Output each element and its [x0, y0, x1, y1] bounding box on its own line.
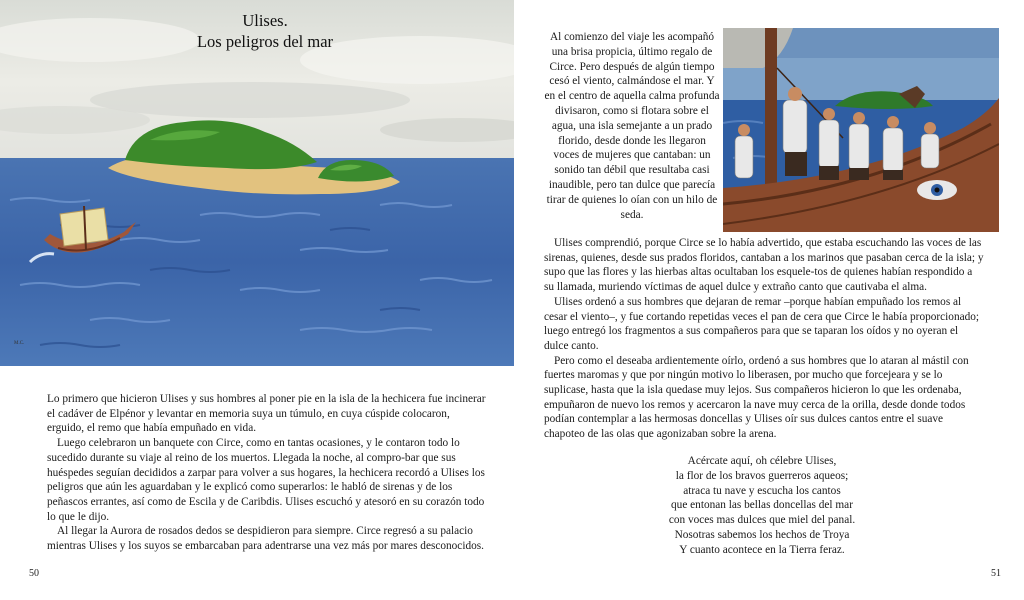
paragraph: Al llegar la Aurora de rosados dedos se despidieron para siempre. Circe regresó a su palacio mientras Ulises y los suyos se embarcaban para adentrarse una vez más por mares desconocidos. — [47, 525, 484, 553]
poem-line: la flor de los bravos guerreros aqueos; — [675, 469, 849, 482]
paragraph: Pero como el deseaba ardientemente oírlo, ordenó a sus hombres que lo ataran al mástil con fuertes maromas y que por ningún motivo lo liberasen, por mucho que forcejeara y se lo suplicase, hasta que la isla quedase muy lejos. Sus compañeros hicieron lo que les ordenaba, empuñaron de nuevo los remos y acercaron la nave muy cerca de la orilla, desde donde todos podían contemplar a las hermosas doncellas y Ulises oír sus dulces cantos entre el suave chapoteo de las olas que agonizaban sobre la arena. — [544, 354, 969, 441]
poem-line: Y cuanto acontece en la Tierra feraz. — [679, 543, 845, 556]
page-number: 50 — [29, 568, 39, 579]
page-title — [120, 10, 410, 52]
title-line-2: Los peligros del mar — [196, 32, 334, 51]
right-body-text — [544, 236, 984, 442]
paragraph: Ulises ordenó a sus hombres que dejaran de remar –porque habían empuñado los remos al cesar el viento–, y fue cortando repetidas veces el pan de cera que Circe le había proporcionado; luego entregó los fragmentos a sus compañeros para que se taparan los oídos y no oyeran el dulce canto. — [544, 295, 980, 352]
poem-line: que entonan las bellas doncellas del mar — [671, 499, 853, 512]
paragraph: Lo primero que hicieron Ulises y sus hombres al poner pie en la isla de la hechicera fue incinerar el cadáver de Elpénor y levantar en memoria suya un túmulo, en cuya cúspide colocaron, erguido, el remo que había empuñado en vida. — [47, 393, 486, 435]
poem-line: Nosotras sabemos los hechos de Troya — [674, 528, 850, 541]
paragraph: Ulises comprendió, porque Circe se lo había advertido, que estaba escuchando las voces de las sirenas, quienes, desde sus prados floridos, cantaban a los marinos que pasaban cerca de la isla; y supo que las flores y las hierbas altas ocultaban los esquele-tos de quienes habían respondido a su llamada, muriendo víctimas de aquel dulce y extraño canto que cautivaba el alma. — [544, 237, 984, 294]
poem-line: atraca tu nave y escucha los cantos — [683, 484, 841, 497]
poem-line: con voces mas dulces que miel del panal. — [668, 514, 856, 527]
artist-signature: M.C. — [14, 341, 25, 346]
left-body-text — [47, 392, 487, 554]
paragraph: Luego celebraron un banquete con Circe, como en tantas ocasiones, y le contaron todo lo sucedido durante su viaje al reino de los muertos. Llegada la noche, al compro-bar que sus huéspedes seguían decididos a zarpar para volver a sus hogares, la hechicera recordó a Ulises los peligros que aún les aguardaban y le explicó como superarlos: le habló de sirenas y de los peñascos errantes, así como de Escila y de Caribdis. Ulises escuchó y atesoró en su corazón todo lo que le dijo. — [47, 437, 485, 523]
ship-crew-illustration — [723, 28, 999, 232]
siren-poem — [592, 454, 932, 558]
page-number: 51 — [991, 568, 1001, 579]
poem-line: Acércate aquí, oh célebre Ulises, — [687, 455, 837, 467]
right-page — [512, 0, 1024, 600]
title-line-1: Ulises. — [242, 11, 288, 30]
column-paragraph: Al comienzo del viaje les acompañó una brisa propicia, último regalo de Circe. Pero después de algún tiempo cesó el viento, calmándose el mar. Y en el centro de aquella calma profunda divisaron, como si flotara sobre el agua, una isla semejante a un prado florido, desde donde les llegaron voces de mujeres que cantaban: un sonido tan débil que resultaba casi inaudible, pero tan dulce que parecía tirar de quienes lo oían con un hilo de seda. — [544, 31, 720, 221]
sea-island-illustration — [0, 0, 514, 366]
